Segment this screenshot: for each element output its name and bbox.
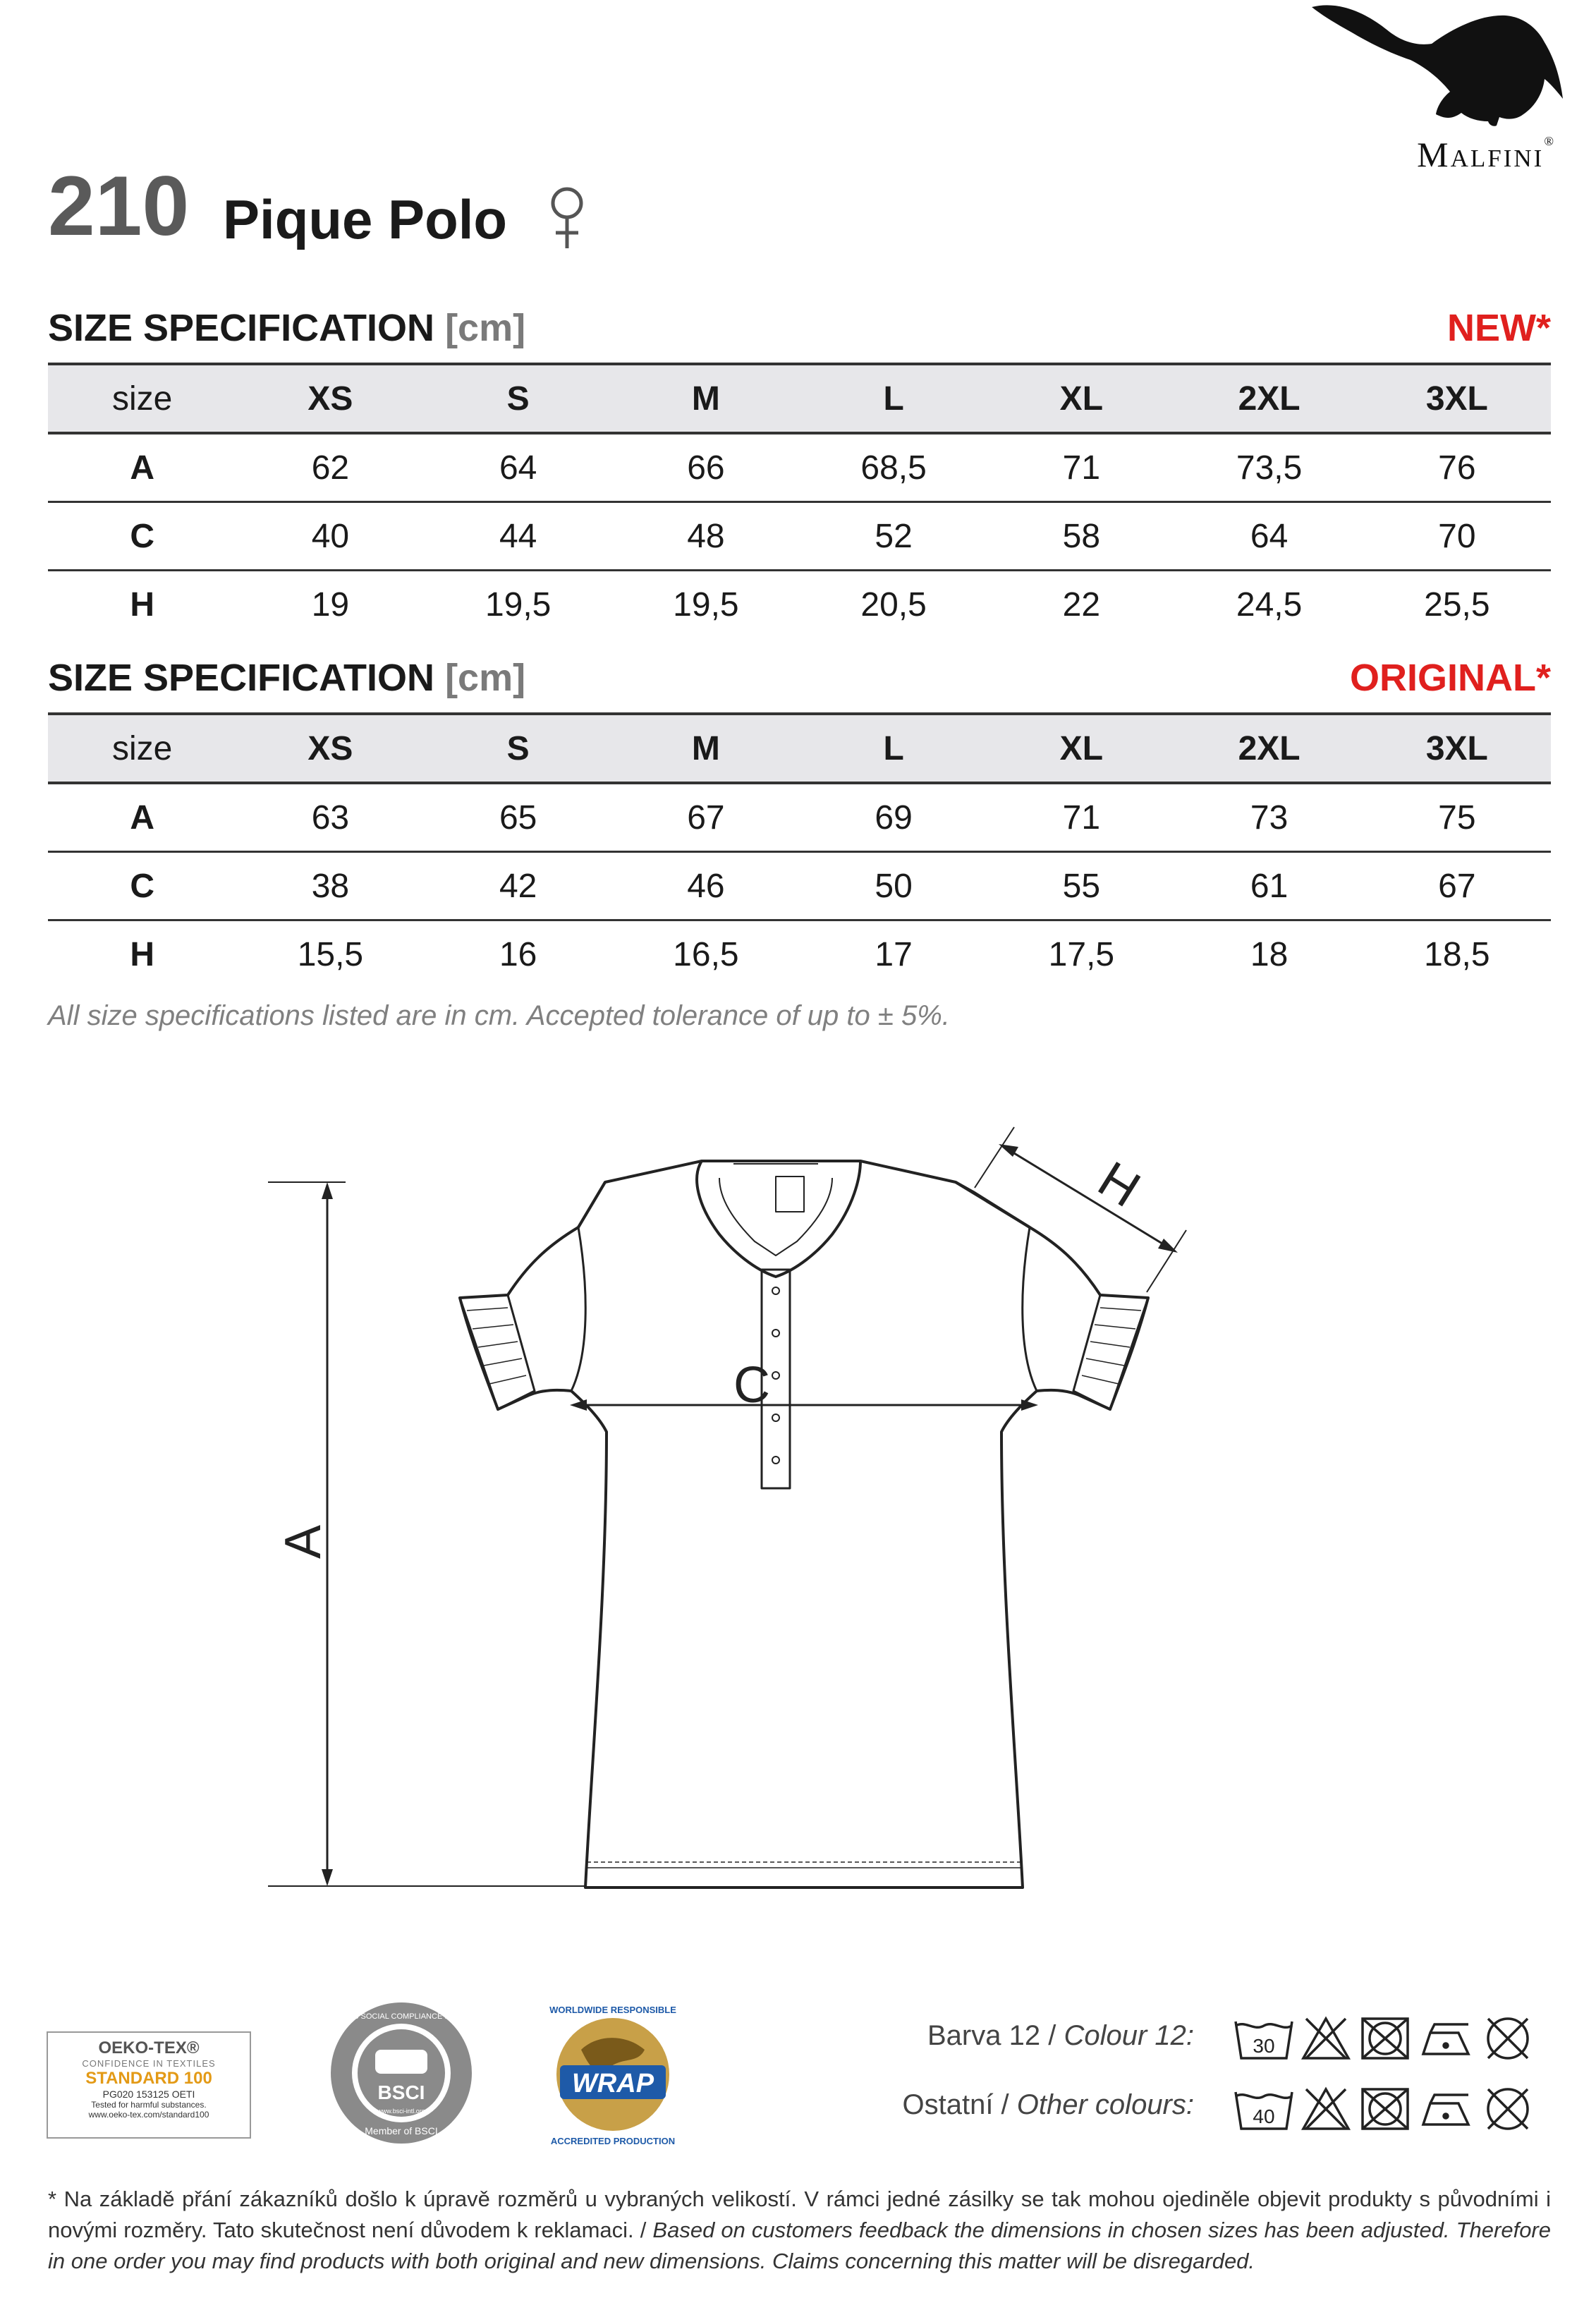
care-symbols-row-2 [1233, 2082, 1557, 2139]
table-cell: 44 [425, 502, 612, 571]
header-cell: XS [236, 364, 424, 433]
table-cell: 19,5 [673, 585, 739, 624]
table-cell: 71 [987, 783, 1175, 852]
no-dry-clean-icon [1488, 2089, 1528, 2129]
tolerance-note: All size specifications listed are in cm. Accepted tolerance of up to ± 5%. [48, 1000, 950, 1031]
table-cell: 73,5 [1175, 433, 1363, 502]
table-cell: 68,5 [800, 433, 987, 502]
footnote [48, 2184, 1551, 2277]
header-cell: L [800, 364, 987, 433]
wrap-label: WRAP [571, 2069, 654, 2098]
table-cell: 25,5 [1424, 585, 1490, 624]
header-cell: 2XL [1175, 714, 1363, 783]
oeko-url: www.oeko-tex.com/standard100 [88, 2110, 209, 2120]
row-label: C [48, 502, 236, 571]
size-table-new [48, 363, 1551, 638]
header-cell: L [800, 714, 987, 783]
oeko-tested: Tested for harmful substances. [91, 2100, 207, 2110]
label-a: A [275, 1524, 331, 1559]
care-label-colour12: Barva 12 / Colour 12: [927, 2020, 1194, 2051]
table-cell: 76 [1363, 433, 1551, 502]
bsci-ring-text: BUSINESS SOCIAL COMPLIANCE INITIATIVE [319, 2012, 484, 2021]
table-cell: 69 [800, 783, 987, 852]
table-row [48, 502, 1551, 571]
table-cell: 24,5 [1236, 585, 1303, 624]
header-cell: XL [987, 714, 1175, 783]
bsci-member: Member of BSCI [365, 2125, 438, 2136]
table-cell: 55 [987, 852, 1175, 920]
table-row [48, 571, 1551, 638]
bsci-label: BSCI [377, 2081, 425, 2103]
table-cell: 40 [236, 502, 424, 571]
table-cell: 18 [1250, 935, 1289, 973]
table-cell: 19,5 [485, 585, 552, 624]
table-cell: 66 [612, 433, 800, 502]
table-row [48, 920, 1551, 988]
header-cell: 3XL [1363, 714, 1551, 783]
table-row [48, 852, 1551, 920]
table-cell: 15,5 [297, 935, 364, 973]
table-header-row [48, 714, 1551, 783]
header-cell: XL [987, 364, 1175, 433]
table-cell: 16,5 [673, 935, 739, 973]
care-label-other: Ostatní / Other colours: [902, 2089, 1194, 2120]
table-cell: 67 [612, 783, 800, 852]
oeko-tagline: CONFIDENCE IN TEXTILES [82, 2058, 216, 2069]
iron-low-icon [1423, 2024, 1468, 2054]
section-title-original: SIZE SPECIFICATION [cm] [48, 657, 526, 699]
header-cell: XS [236, 714, 424, 783]
oeko-tex-badge [47, 2031, 251, 2139]
header-cell: S [425, 364, 612, 433]
table-cell: 65 [425, 783, 612, 852]
table-cell: 46 [612, 852, 800, 920]
table-cell: 20,5 [860, 585, 927, 624]
table-cell: 38 [236, 852, 424, 920]
row-label: C [48, 852, 236, 920]
table-cell: 71 [987, 433, 1175, 502]
row-label: A [48, 433, 236, 502]
header-cell: M [612, 714, 800, 783]
wrap-ring-bottom: ACCREDITED PRODUCTION [550, 2136, 676, 2146]
table-cell: 18,5 [1424, 935, 1490, 973]
row-label: A [48, 783, 236, 852]
oeko-code: PG020 153125 OETI [102, 2089, 195, 2100]
female-symbol-icon [549, 185, 585, 251]
table-cell: 64 [1175, 502, 1363, 571]
wrap-badge-icon [539, 2000, 687, 2148]
label-c: C [733, 1357, 770, 1414]
header-cell: size [48, 714, 236, 783]
label-h: H [1088, 1150, 1150, 1219]
polo-shirt-diagram [268, 1129, 1227, 1911]
oeko-standard: STANDARD 100 [85, 2069, 212, 2088]
table-cell: 17,5 [1048, 935, 1115, 973]
table-cell: 70 [1363, 502, 1551, 571]
table-cell: 50 [800, 852, 987, 920]
table-cell: 67 [1363, 852, 1551, 920]
footnote-en: Based on customers feedback the dimensions in chosen sizes has been adjusted. Therefore in one order you may find products with both original and new dimensions. Claims concerning this matter will be disregarded. [48, 2218, 1551, 2273]
table-cell: 61 [1175, 852, 1363, 920]
new-tag: NEW* [1447, 307, 1551, 349]
table-row [48, 783, 1551, 852]
header-cell: 2XL [1175, 364, 1363, 433]
row-label: H [130, 935, 154, 973]
table-cell: 58 [987, 502, 1175, 571]
table-cell: 19 [311, 585, 350, 624]
table-cell: 22 [1062, 585, 1101, 624]
table-cell: 52 [800, 502, 987, 571]
brand-name: Malfini® [1417, 134, 1556, 174]
wrap-ring-top: WORLDWIDE RESPONSIBLE [549, 2005, 676, 2015]
bsci-badge-icon [319, 2000, 484, 2146]
table-cell: 42 [425, 852, 612, 920]
table-cell: 64 [425, 433, 612, 502]
no-bleach-icon [1303, 2089, 1348, 2129]
size-table-original [48, 712, 1551, 987]
product-number: 210 [48, 159, 190, 253]
wash-temp-40: 40 [1253, 2105, 1275, 2127]
table-cell: 73 [1175, 783, 1363, 852]
no-dry-clean-icon [1488, 2019, 1528, 2058]
no-bleach-icon [1303, 2019, 1348, 2058]
header-cell: 3XL [1363, 364, 1551, 433]
wash-temp-30: 30 [1253, 2035, 1275, 2057]
header-cell: S [425, 714, 612, 783]
oeko-brand: OEKO-TEX® [98, 2038, 200, 2057]
table-cell: 62 [236, 433, 424, 502]
no-tumble-dry-icon [1363, 2089, 1408, 2129]
footnote-cz: * Na základě přání zákazníků došlo k úpravě rozměrů u vybraných velikostí. V rámci jedné zásilky se tak mohou ojediněle objevit produkty s původními i novými rozměry. Tato skutečnost není důvodem k reklamaci. / [48, 2187, 1551, 2242]
care-symbols-row-1 [1233, 2012, 1557, 2068]
product-name: Pique Polo [223, 188, 508, 250]
table-cell: 75 [1363, 783, 1551, 852]
table-cell: 63 [236, 783, 424, 852]
table-cell: 17 [875, 935, 913, 973]
no-tumble-dry-icon [1363, 2019, 1408, 2058]
table-row [48, 433, 1551, 502]
row-label: H [130, 585, 154, 624]
original-tag: ORIGINAL* [1349, 657, 1551, 699]
header-cell: size [48, 364, 236, 433]
bsci-url: www.bsci-intl.org [377, 2108, 425, 2115]
header-cell: M [612, 364, 800, 433]
table-cell: 16 [499, 935, 537, 973]
table-cell: 48 [612, 502, 800, 571]
iron-low-icon [1423, 2095, 1468, 2124]
section-title-new: SIZE SPECIFICATION [cm] [48, 307, 526, 349]
table-header-row [48, 364, 1551, 433]
